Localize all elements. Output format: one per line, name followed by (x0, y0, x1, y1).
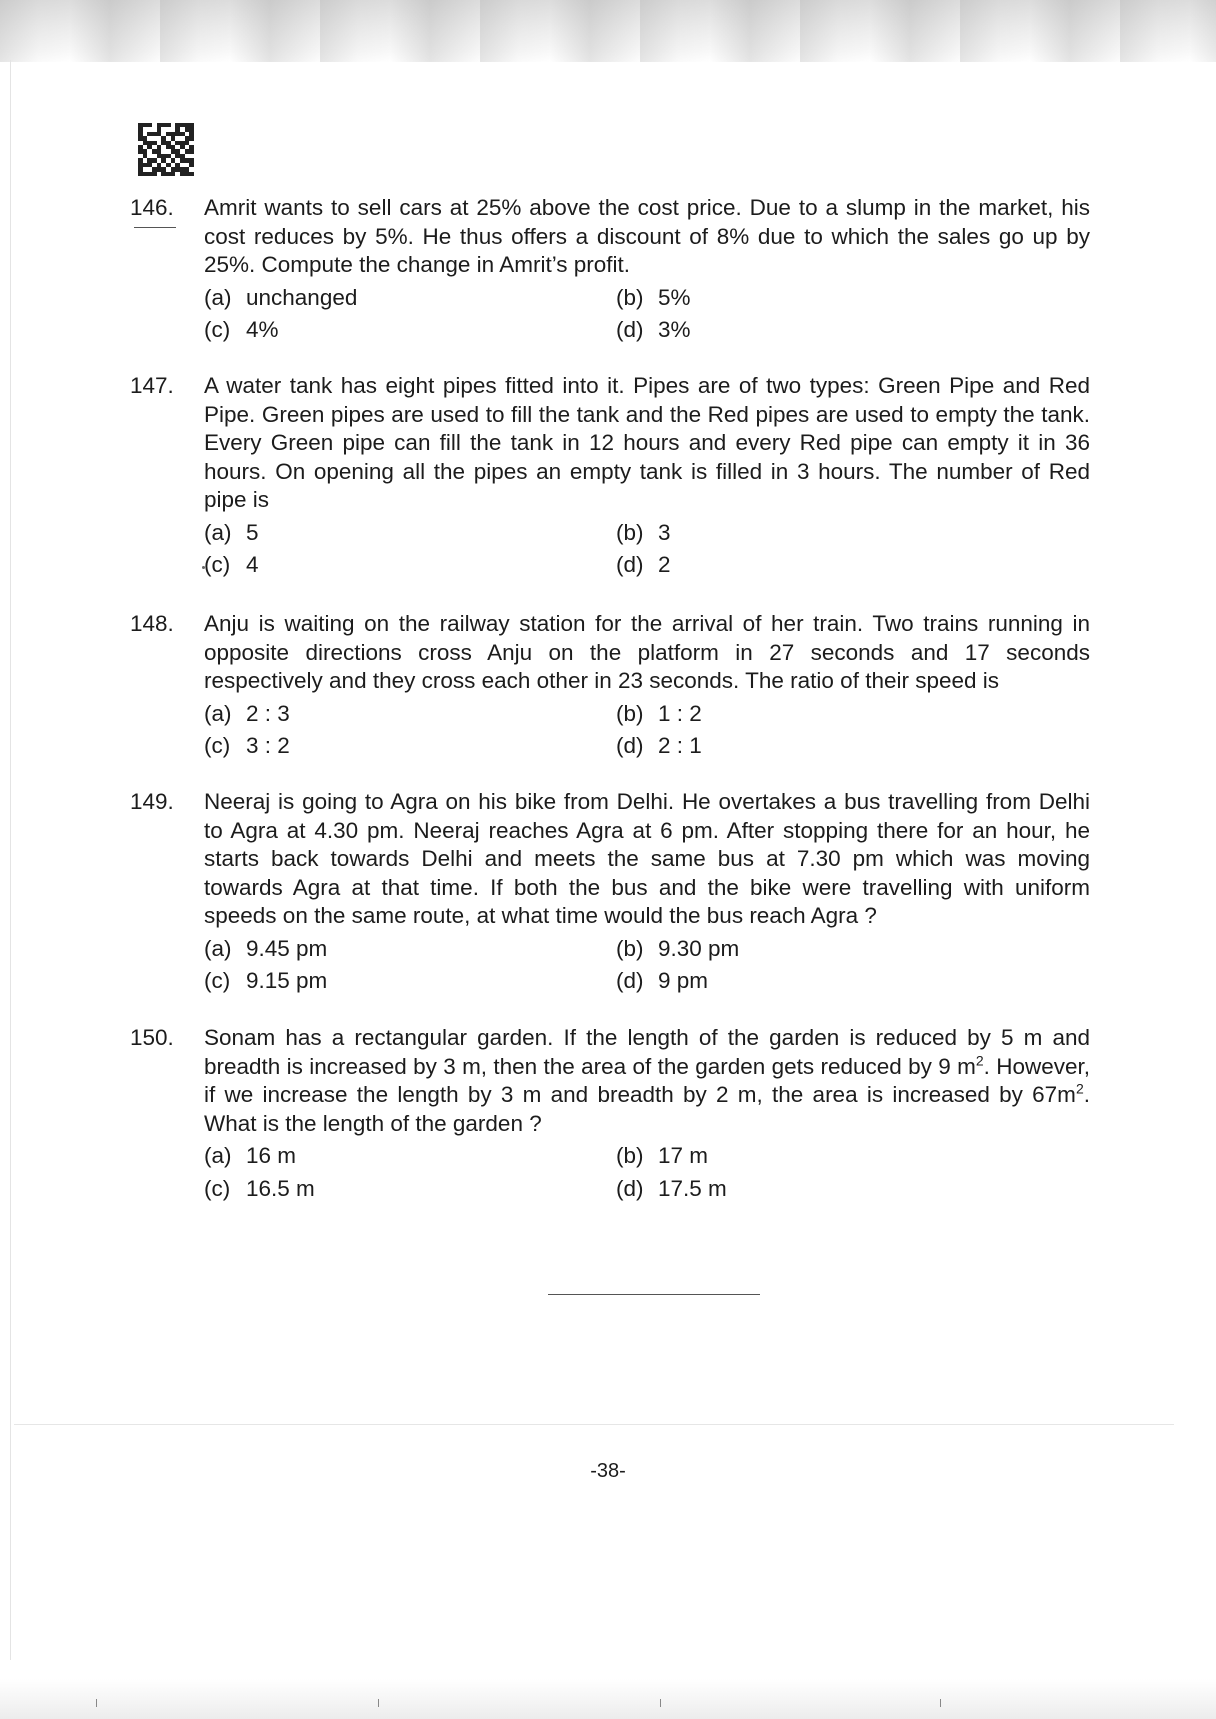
option-label: (b) (616, 284, 644, 310)
option-label: (a) (204, 519, 232, 545)
option-a (204, 700, 616, 729)
option-label: (c) (204, 317, 231, 342)
options-grid (204, 935, 1090, 996)
question-text: Amrit wants to sell cars at 25% above the cost price. Due to a slump in the market, his cost reduces by 5%. He thus offers a discount of 8% due to which the sales go up by 25%. Compute the change in Amrit’s profit. (204, 195, 1090, 277)
options-grid (204, 284, 1090, 345)
page-number: -38- (590, 1460, 626, 1482)
option-value: 4 (246, 552, 259, 577)
question-number: 146. (130, 195, 174, 220)
option-c (204, 732, 616, 761)
scan-mark (378, 1699, 389, 1707)
option-label: (c) (204, 733, 231, 758)
option-value: 4% (246, 317, 279, 342)
superscript: 2 (975, 1052, 984, 1068)
option-d (616, 1175, 1016, 1204)
question-147 (130, 372, 1090, 580)
option-label: (c) (204, 552, 231, 577)
option-label: (a) (204, 700, 232, 726)
barcode-icon (138, 123, 194, 176)
option-label: (b) (616, 700, 644, 726)
page-edge (10, 60, 11, 1660)
question-number: 147. (130, 373, 174, 398)
option-label: (c) (204, 1175, 231, 1201)
option-a (204, 284, 616, 313)
option-value: 2 (658, 552, 671, 577)
option-label: (b) (616, 1143, 644, 1168)
scan-mark (96, 1699, 107, 1707)
option-value: 9.15 pm (246, 968, 328, 993)
option-value: 1 : 2 (658, 700, 702, 726)
option-d (616, 551, 1016, 580)
end-divider (548, 1294, 760, 1295)
option-d (616, 967, 1016, 996)
scan-shadow-top (0, 0, 1216, 62)
footer-rule (14, 1424, 1174, 1425)
question-text-part: . However, if we increase the length by 3 m and breadth by 2 m, the area is increased by 67m (204, 1053, 1090, 1107)
option-value: 3 : 2 (246, 733, 290, 758)
option-c (204, 316, 616, 345)
question-text: Neeraj is going to Agra on his bike from Delhi. He overtakes a bus travelling from Delhi to Agra at 4.30 pm. Neeraj reaches Agra at 6 pm. After stopping there for an hour, he starts back towards Delhi and meets the same bus at 7.30 pm which was moving towards Agra at that time. If both the bus and the bike were travelling with uniform speeds on the same route, at what time would the bus reach Agra ? (204, 789, 1090, 928)
option-value: 9 pm (658, 968, 709, 993)
question-text-part: Sonam has a rectangular garden. If the length of the garden is reduced by 5 m and breadth is increased by 3 m, then the area of the garden gets reduced by 9 m (204, 1025, 1090, 1079)
option-label: (a) (204, 284, 232, 310)
option-label: (d) (616, 968, 644, 993)
option-label: (d) (616, 733, 644, 758)
option-a (204, 935, 616, 964)
scan-mark (940, 1699, 951, 1707)
option-value: 5% (658, 284, 691, 310)
option-b (616, 519, 1016, 548)
option-b (616, 935, 1016, 964)
question-146 (130, 194, 1090, 345)
question-149 (130, 788, 1090, 996)
option-b (616, 284, 1016, 313)
superscript: 2 (1075, 1080, 1084, 1097)
question-number: 148. (130, 611, 174, 636)
option-label: (c) (204, 968, 231, 993)
options-grid (204, 700, 1090, 761)
option-a (204, 1142, 616, 1171)
question-150 (130, 1024, 1090, 1203)
scan-shadow-bottom (0, 1679, 1216, 1719)
option-value: 16 m (246, 1143, 297, 1168)
question-number: 149. (130, 789, 174, 814)
option-c (204, 1175, 616, 1204)
option-value: 2 : 1 (658, 733, 702, 758)
option-a (204, 519, 616, 548)
option-d (616, 732, 1016, 761)
option-label: (d) (616, 317, 644, 342)
option-b (616, 700, 1016, 729)
option-c (204, 967, 616, 996)
option-label: (d) (616, 1175, 644, 1201)
option-value: unchanged (246, 284, 358, 310)
options-grid (204, 1142, 1090, 1203)
option-label: (d) (616, 552, 644, 577)
question-text: Anju is waiting on the railway station for the arrival of her train. Two trains running in opposite directions cross Anju on the platform in 27 seconds and 17 seconds respectively and they cross each other in 23 seconds. The ratio of their speed is (204, 611, 1090, 693)
option-value: 9.30 pm (658, 935, 740, 961)
option-label: (a) (204, 1143, 232, 1168)
option-value: 16.5 m (246, 1175, 315, 1201)
option-value: 3% (658, 317, 691, 342)
options-grid (204, 519, 1090, 580)
option-value: 5 (246, 519, 259, 545)
option-value: 17 m (658, 1143, 709, 1168)
option-b (616, 1142, 1016, 1171)
question-text (204, 1024, 1090, 1138)
question-text-part: . What is the length of the garden ? (204, 1082, 1090, 1136)
option-value: 9.45 pm (246, 935, 328, 961)
scan-mark (660, 1699, 671, 1707)
option-value: 3 (658, 519, 671, 545)
question-148 (130, 610, 1090, 761)
option-value: 2 : 3 (246, 700, 290, 726)
option-c (204, 551, 616, 580)
option-label: (a) (204, 935, 232, 961)
option-d (616, 316, 1016, 345)
question-text: A water tank has eight pipes fitted into it. Pipes are of two types: Green Pipe and Red Pipe. Green pipes are used to fill the tank and the Red pipes are used to empty the tank. Every Green pipe can fill the tank in 12 hours and every Red pipe can empty it in 36 hours. On opening all the pipes an empty tank is filled in 3 hours. The number of Red pipe is (204, 373, 1090, 512)
question-number: 150. (130, 1025, 174, 1050)
option-value: 17.5 m (658, 1175, 727, 1201)
option-label: (b) (616, 935, 644, 961)
option-label: (b) (616, 519, 644, 545)
